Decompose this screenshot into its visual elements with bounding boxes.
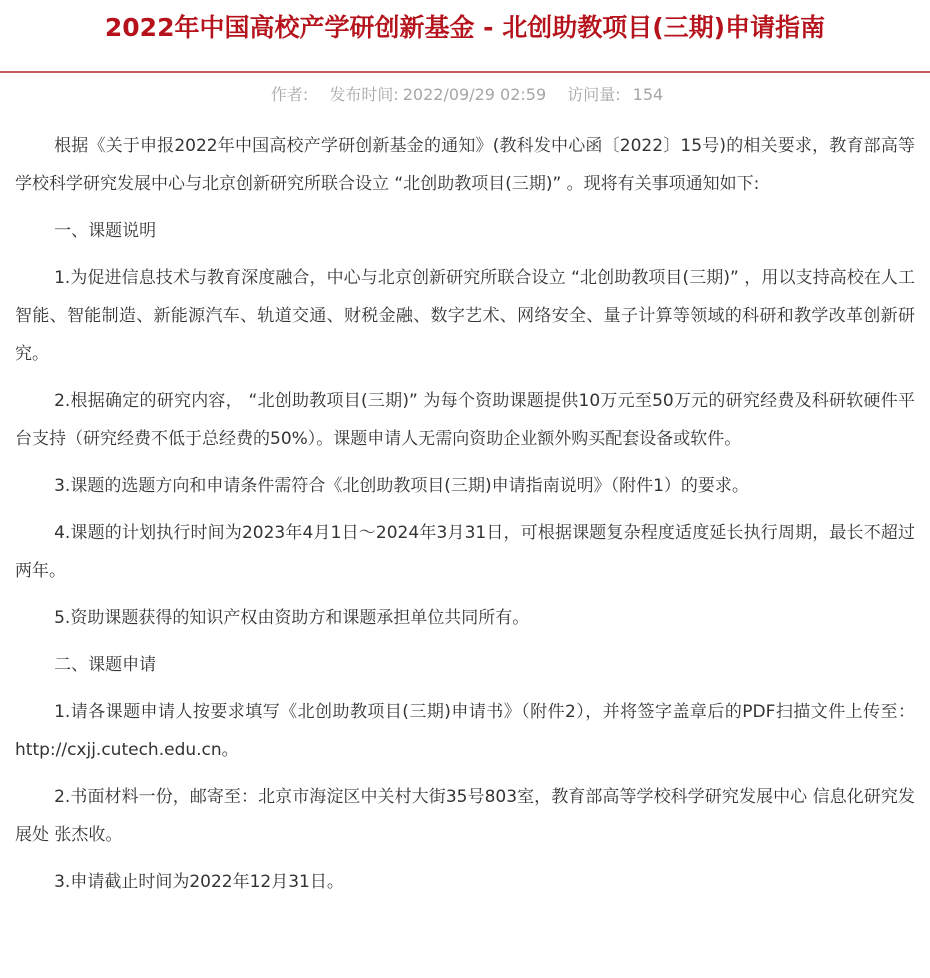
published-value: 2022/09/29 02:59 <box>402 85 547 104</box>
paragraph-application-2: 2.书面材料一份，邮寄至：北京市海淀区中关村大街35号803室，教育部高等学校科学研究发展中心 信息化研究发展处 张杰收。 <box>15 787 915 845</box>
views-value: 154 <box>632 85 664 104</box>
paragraph-topic-3: 3.课题的选题方向和申请条件需符合《北创助教项目(三期)申请指南说明》（附件1）的要求。 <box>54 476 749 496</box>
paragraph-application-1: 1.请各课题申请人按要求填写《北创助教项目(三期)申请书》（附件2），并将签字盖章后的PDF扫描文件上传至： http://cxjj.cutech.edu.cn。 <box>15 702 915 760</box>
section-heading-application: 二、课题申请 <box>54 655 157 675</box>
article-body <box>0 127 930 901</box>
page-title: 2022年中国高校产学研创新基金 - 北创助教项目(三期)申请指南 <box>104 13 826 42</box>
views-label: 访问量: <box>567 85 621 104</box>
section-heading-topic-description: 一、课题说明 <box>54 221 157 241</box>
article-meta <box>0 73 930 117</box>
paragraph-intro: 根据《关于申报2022年中国高校产学研创新基金的通知》(教科发中心函〔2022〕15号)的相关要求，教育部高等学校科学研究发展中心与北京创新研究所联合设立 “北创助教项目(三期)” 。现将有关事项通知如下: <box>15 136 915 194</box>
paragraph-application-3: 3.申请截止时间为2022年12月31日。 <box>54 872 344 892</box>
paragraph-topic-2: 2.根据确定的研究内容， “北创助教项目(三期)” 为每个资助课题提供10万元至50万元的研究经费及科研软硬件平台支持（研究经费不低于总经费的50%）。课题申请人无需向资助企业额外购买配套设备或软件。 <box>15 391 915 449</box>
paragraph-topic-5: 5.资助课题获得的知识产权由资助方和课题承担单位共同所有。 <box>54 608 530 628</box>
paragraph-topic-4: 4.课题的计划执行时间为2023年4月1日～2024年3月31日，可根据课题复杂程度适度延长执行周期，最长不超过两年。 <box>15 523 915 581</box>
paragraph-topic-1: 1.为促进信息技术与教育深度融合，中心与北京创新研究所联合设立 “北创助教项目(三期)” ，用以支持高校在人工智能、智能制造、新能源汽车、轨道交通、财税金融、数字艺术、网络安全、量子计算等领域的科研和教学改革创新研究。 <box>15 268 915 364</box>
author-label: 作者: <box>270 85 309 104</box>
published-label: 发布时间: <box>329 85 399 104</box>
